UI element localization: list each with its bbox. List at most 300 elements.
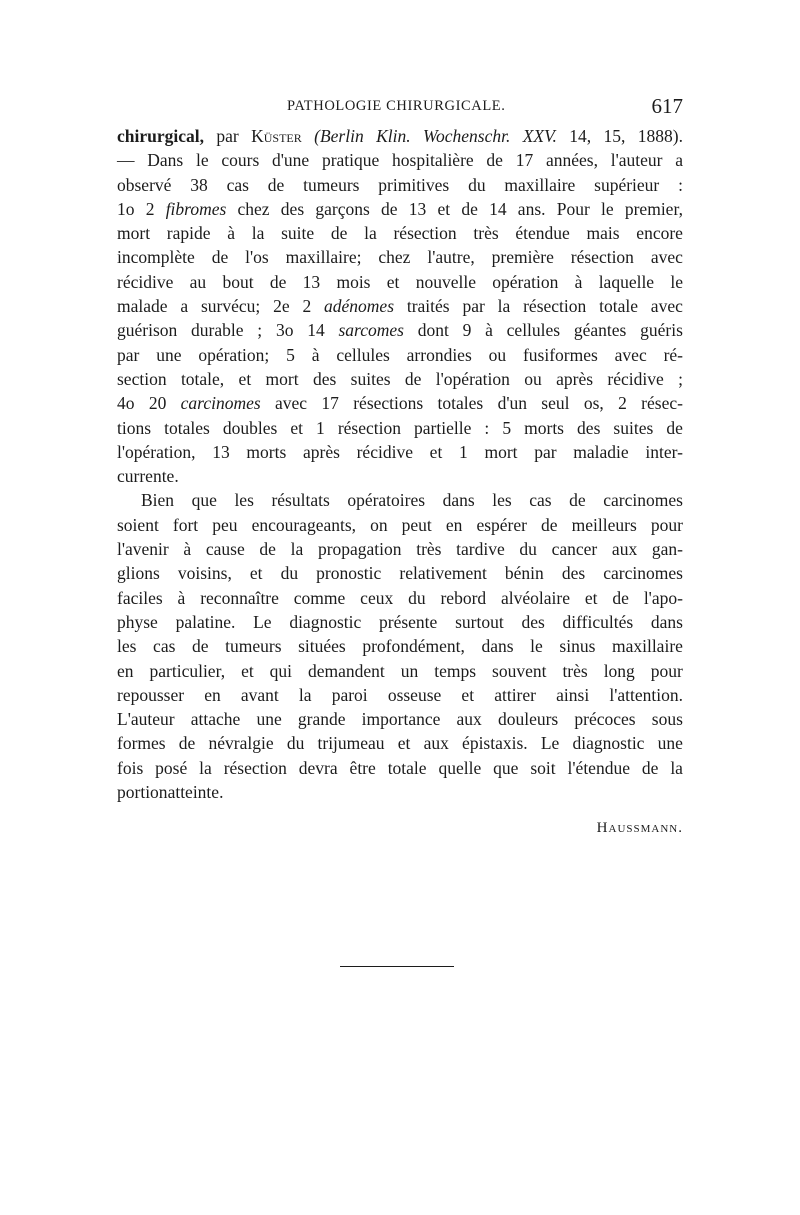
text-line [117, 756, 683, 780]
word: à [485, 320, 493, 341]
word: récidive [356, 441, 413, 462]
word: carcinomes [180, 393, 261, 414]
word: importance [361, 709, 441, 730]
word: incomplète [117, 247, 195, 268]
word: 14 [307, 320, 325, 341]
word: avant [240, 684, 279, 705]
word: une [657, 733, 683, 754]
word: douleurs [497, 709, 559, 730]
word: dans [650, 611, 683, 632]
word: 2e [273, 296, 290, 317]
word: cellules [506, 320, 561, 341]
word: sarcomes [338, 320, 404, 341]
word: posé [155, 757, 188, 778]
word: à [177, 587, 186, 608]
word: aux [456, 709, 482, 730]
word: au [189, 271, 207, 292]
word: ceux [360, 587, 394, 608]
word: 2 [145, 198, 155, 219]
word: la [497, 296, 511, 317]
word: fois [117, 757, 144, 778]
word: 5 [286, 344, 295, 365]
word: de [192, 636, 209, 657]
word: cause [205, 539, 245, 560]
word: relativement [399, 563, 487, 584]
word: hospitalière [392, 150, 474, 171]
word: fibromes [165, 198, 227, 219]
word: situées [298, 636, 346, 657]
word: : [484, 417, 490, 438]
word: de [486, 150, 503, 171]
word: aux [423, 733, 449, 754]
word: trijumeau [317, 733, 385, 754]
word: des [280, 198, 305, 219]
word: opératoires [347, 490, 426, 511]
word: de [612, 587, 629, 608]
word: 4o [117, 393, 135, 414]
word: d'un [497, 393, 527, 414]
word: 5 [502, 417, 512, 438]
word: en [117, 660, 134, 681]
text-line [117, 610, 683, 634]
word: après [556, 368, 594, 389]
word: inter- [645, 441, 683, 462]
word: suites [613, 417, 654, 438]
word: récidive [607, 368, 664, 389]
word: une [156, 344, 182, 365]
word: et [249, 563, 263, 584]
word: 1 [316, 417, 325, 438]
word: et [386, 271, 400, 292]
word: la [199, 757, 212, 778]
word: : [678, 174, 683, 195]
word: difficultés [562, 611, 634, 632]
word: résection [393, 223, 457, 244]
text-line [117, 318, 683, 342]
text-line [117, 270, 683, 294]
word: ans. [517, 198, 546, 219]
word: Le [540, 733, 560, 754]
word: — [117, 150, 135, 171]
word: et [290, 417, 303, 438]
word: quelle [438, 757, 482, 778]
word: guéris [640, 320, 683, 341]
text-line [117, 561, 683, 585]
text-line [117, 464, 683, 488]
word: le [195, 150, 209, 171]
word: peut [401, 514, 432, 535]
word: l'auteur [610, 150, 663, 171]
word: que [493, 757, 519, 778]
word: opération; [198, 344, 270, 365]
word: currente. [117, 466, 179, 487]
page-number: 617 [651, 94, 683, 118]
word: de [569, 490, 586, 511]
word: pronostic [316, 563, 382, 584]
word: partielle [414, 417, 472, 438]
word: 20 [148, 393, 167, 414]
word: chez [378, 247, 411, 268]
word: ; [678, 368, 683, 389]
word: cellules [336, 344, 390, 365]
word: L'auteur [117, 709, 175, 730]
word: qui [269, 660, 293, 681]
text-line [117, 221, 683, 245]
word: ; [257, 320, 263, 341]
text-line [117, 343, 683, 367]
word: 1888). [637, 126, 683, 146]
word: chirurgical, [117, 126, 204, 146]
word: observé [117, 174, 172, 195]
word: opération [492, 271, 559, 292]
word: résec- [641, 393, 683, 414]
word: particulier, [149, 660, 226, 681]
word: Klin. [376, 126, 411, 146]
word: tumeurs [303, 174, 360, 195]
word: 1o [117, 198, 135, 219]
text-line [117, 707, 683, 731]
word: par [216, 126, 239, 146]
word: dans [442, 490, 475, 511]
word: aux [611, 539, 638, 560]
word: 17 [515, 150, 534, 171]
word: morts [246, 441, 287, 462]
word: dont [417, 320, 449, 341]
word: paroi [331, 684, 368, 705]
word: à [574, 271, 583, 292]
word: par [117, 344, 140, 365]
running-title: PATHOLOGIE CHIRURGICALE. [287, 98, 506, 114]
word: 14, [569, 126, 592, 146]
word: et [437, 198, 451, 219]
word: espérer [476, 514, 527, 535]
word: laquelle [598, 271, 655, 292]
word: 3o [275, 320, 294, 341]
word: épistaxis. [462, 733, 528, 754]
word: XXV. [522, 126, 557, 146]
word: de [666, 417, 683, 438]
word: totales [437, 393, 484, 414]
word: Pour [556, 198, 590, 219]
word: 14 [489, 198, 507, 219]
page-header [117, 94, 683, 120]
word: avec [650, 247, 683, 268]
word: l'autre, [427, 247, 475, 268]
word: précoces [574, 709, 636, 730]
word: meilleurs [571, 514, 637, 535]
word: maxillaire; [285, 247, 362, 268]
word: alvéolaire [501, 587, 571, 608]
text-line [117, 731, 683, 755]
word: les [492, 490, 512, 511]
word: adénomes [324, 296, 395, 317]
word: propagation [317, 539, 402, 560]
word: demandent [308, 660, 385, 681]
text-line [117, 173, 683, 197]
word: (Berlin [314, 126, 364, 146]
word: de [267, 174, 285, 195]
word: cours [221, 150, 260, 171]
word: 17 [321, 393, 339, 414]
word: carcinomes [603, 490, 683, 511]
word: que [191, 490, 217, 511]
word: pour [650, 660, 683, 681]
word: devra [298, 757, 338, 778]
word: l'opération [435, 368, 510, 389]
word: grande [297, 709, 346, 730]
word: tions [117, 417, 152, 438]
word: des [312, 368, 337, 389]
word: une [256, 709, 282, 730]
word: diagnostic [289, 611, 362, 632]
word: 9 [462, 320, 472, 341]
word: a [675, 150, 683, 171]
word: de [541, 514, 558, 535]
word: l'étendue [567, 757, 630, 778]
word: totale, [180, 368, 225, 389]
word: fort [172, 514, 199, 535]
word: du [519, 539, 537, 560]
word: pour [650, 514, 683, 535]
word: attache [190, 709, 241, 730]
text-line [117, 197, 683, 221]
word: par [534, 441, 557, 462]
word: totale [599, 296, 638, 317]
word: carcinomes [603, 563, 683, 584]
word: la [364, 223, 377, 244]
word: la [298, 684, 312, 705]
text-line [117, 148, 683, 172]
word: 15, [603, 126, 626, 146]
word: palatine. [175, 611, 236, 632]
word: à [183, 539, 192, 560]
word: cas [529, 490, 552, 511]
word: profondément, [362, 636, 465, 657]
word: résection [570, 247, 634, 268]
word: section [117, 368, 167, 389]
text-line [117, 537, 683, 561]
word: voisins, [177, 563, 232, 584]
word: garçons [315, 198, 370, 219]
word: 13 [302, 271, 321, 292]
word: et [397, 733, 411, 754]
word: être [349, 757, 376, 778]
word: l'opération, [117, 441, 196, 462]
word: et [241, 660, 254, 681]
word: dans [481, 636, 514, 657]
word: de [259, 539, 276, 560]
section-divider [340, 966, 454, 967]
word: l'avenir [117, 539, 169, 560]
word: en [204, 684, 221, 705]
word: résultats [271, 490, 330, 511]
word: a [180, 296, 189, 317]
word: maxillaire [504, 174, 576, 195]
word: Bien [141, 490, 175, 511]
word: survécu; [200, 296, 261, 317]
word: supérieur [594, 174, 660, 195]
word: les [117, 636, 137, 657]
word: 38 [190, 174, 208, 195]
word: 1 [459, 441, 468, 462]
word: ou [488, 344, 507, 365]
word: du [408, 587, 426, 608]
word: durable [191, 320, 244, 341]
word: long [603, 660, 635, 681]
word: attirer [494, 684, 536, 705]
word: 13 [408, 198, 427, 219]
word: le [530, 636, 543, 657]
author-signature: Haussmann. [596, 820, 683, 836]
word: cas [226, 174, 249, 195]
word: et [429, 441, 443, 462]
word: premier, [624, 198, 683, 219]
word: encore [636, 223, 683, 244]
word: malade [117, 296, 168, 317]
word: mois [336, 271, 371, 292]
word: avec [275, 393, 308, 414]
text-line [117, 245, 683, 269]
word: bénin [504, 563, 544, 584]
word: résection [337, 417, 401, 438]
word: fusiformes [522, 344, 598, 365]
word: repousser [117, 684, 185, 705]
word: Dans [147, 150, 184, 171]
word: le [601, 198, 614, 219]
word: l'os [245, 247, 269, 268]
word: totales [164, 417, 210, 438]
text-line [117, 488, 683, 512]
word: à [311, 344, 320, 365]
word: reconnaître [200, 587, 279, 608]
word: comme [293, 587, 346, 608]
text-line [117, 440, 683, 464]
word: à [227, 223, 236, 244]
text-line [117, 659, 683, 683]
word: mort [484, 441, 518, 462]
word: des [577, 417, 601, 438]
word: après [302, 441, 340, 462]
word: traités [406, 296, 450, 317]
word: cancer [551, 539, 598, 560]
word: de [641, 757, 659, 778]
word: suites [350, 368, 391, 389]
word: glions [117, 563, 160, 584]
word: de [404, 368, 422, 389]
word: de [461, 198, 478, 219]
word: de [178, 733, 196, 754]
word: maxillaire [611, 636, 683, 657]
word: géantes [573, 320, 627, 341]
word: soit [530, 757, 556, 778]
word: de [330, 223, 348, 244]
article-body [117, 124, 683, 804]
word: résection [523, 296, 587, 317]
word: tumeurs [225, 636, 282, 657]
word: sous [651, 709, 683, 730]
word: bout [222, 271, 254, 292]
text-line [117, 294, 683, 318]
word: faciles [117, 587, 163, 608]
word: la [670, 757, 683, 778]
word: l'apo- [643, 587, 683, 608]
word: du [280, 563, 299, 584]
word: Le [253, 611, 272, 632]
word: très [473, 223, 499, 244]
word: osseuse [387, 684, 442, 705]
word: névralgie [208, 733, 274, 754]
word: pratique [321, 150, 380, 171]
word: gan- [651, 539, 683, 560]
word: morts [524, 417, 564, 438]
word: atteinte. [167, 782, 224, 803]
text-line [117, 780, 683, 804]
word: avec [614, 344, 647, 365]
word: de [381, 198, 398, 219]
word: résections [353, 393, 424, 414]
word: formes [117, 733, 166, 754]
word: mort [265, 368, 299, 389]
text-line [117, 367, 683, 391]
word: rebord [440, 587, 487, 608]
word: 13 [212, 441, 230, 462]
word: des [521, 611, 545, 632]
word: tardive [456, 539, 505, 560]
text-line [117, 586, 683, 610]
word: de [211, 247, 229, 268]
word: temps [434, 660, 477, 681]
word: os, [583, 393, 604, 414]
word: mais [586, 223, 620, 244]
word: surtout [455, 611, 504, 632]
word: 2 [302, 296, 312, 317]
word: résection [223, 757, 287, 778]
word: maladie [573, 441, 629, 462]
word: les [234, 490, 254, 511]
word: sinus [559, 636, 596, 657]
word: 2 [618, 393, 627, 414]
word: de [269, 271, 287, 292]
word: peu [212, 514, 238, 535]
text-line [117, 416, 683, 440]
word: diagnostic [572, 733, 645, 754]
word: souvent [492, 660, 547, 681]
word: présente [379, 611, 438, 632]
word: en [445, 514, 463, 535]
word: avec [650, 296, 683, 317]
word: primitives [378, 174, 450, 195]
word: encourageants, [251, 514, 357, 535]
text-line [117, 634, 683, 658]
word: soient [117, 514, 159, 535]
word: la [251, 223, 265, 244]
text-line [117, 513, 683, 537]
word: très [416, 539, 442, 560]
word: la [290, 539, 304, 560]
word: et [584, 587, 598, 608]
word: Küster [251, 126, 302, 146]
word: par [462, 296, 485, 317]
word: guérison [117, 320, 178, 341]
word: cas [153, 636, 176, 657]
word: récidive [117, 271, 174, 292]
word: et [238, 368, 252, 389]
word: suite [281, 223, 315, 244]
word: ou [524, 368, 542, 389]
word: on [370, 514, 388, 535]
word: première [491, 247, 554, 268]
word: années, [545, 150, 598, 171]
